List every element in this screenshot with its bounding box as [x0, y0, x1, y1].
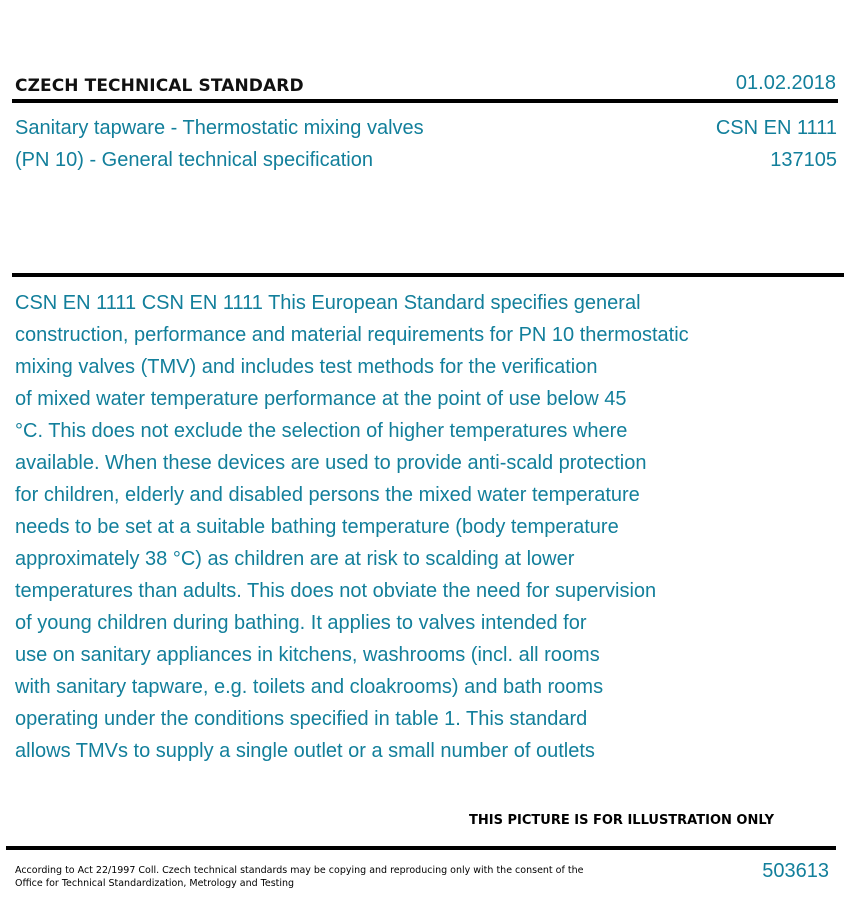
document-id: 503613 — [762, 860, 829, 882]
classification-code: 137105 — [770, 149, 837, 171]
standard-title-line-2: (PN 10) - General technical specification — [15, 149, 373, 171]
abstract-line: mixing valves (TMV) and includes test methods for the verification — [15, 356, 598, 378]
header-rule — [12, 99, 838, 103]
abstract-line: temperatures than adults. This does not obviate the need for supervision — [15, 580, 657, 602]
document-header-title: CZECH TECHNICAL STANDARD — [15, 76, 304, 96]
abstract-line: °C. This does not exclude the selection of higher temperatures where — [15, 420, 628, 442]
standard-title-line-1: Sanitary tapware - Thermostatic mixing valves — [15, 117, 424, 139]
abstract-line: operating under the conditions specified in table 1. This standard — [15, 708, 588, 730]
standard-abstract — [15, 287, 775, 767]
abstract-line: CSN EN 1111 CSN EN 1111 This European Standard specifies general — [15, 292, 641, 314]
footer-rule — [6, 846, 836, 850]
illustration-disclaimer: THIS PICTURE IS FOR ILLUSTRATION ONLY — [469, 813, 774, 828]
section-rule — [12, 273, 844, 277]
copyright-notice: According to Act 22/1997 Coll. Czech technical standards may be copying and reproducing only with the consent of the Office for Technical Standardization, Metrology and Testing — [15, 865, 584, 889]
abstract-line: construction, performance and material requirements for PN 10 thermostatic — [15, 324, 689, 346]
abstract-line: of young children during bathing. It applies to valves intended for — [15, 612, 587, 634]
abstract-line: with sanitary tapware, e.g. toilets and cloakrooms) and bath rooms — [15, 676, 604, 698]
abstract-line: approximately 38 °C) as children are at risk to scalding at lower — [15, 548, 575, 570]
abstract-line: for children, elderly and disabled persons the mixed water temperature — [15, 484, 640, 506]
standard-designation: CSN EN 1111 — [715, 117, 837, 139]
publication-date: 01.02.2018 — [735, 72, 836, 94]
abstract-line: allows TMVs to supply a single outlet or a small number of outlets — [15, 740, 595, 762]
abstract-line: available. When these devices are used to provide anti-scald protection — [15, 452, 647, 474]
abstract-line: of mixed water temperature performance at the point of use below 45 — [15, 388, 627, 410]
abstract-line: needs to be set at a suitable bathing temperature (body temperature — [15, 516, 619, 538]
abstract-line: use on sanitary appliances in kitchens, washrooms (incl. all rooms — [15, 644, 600, 666]
